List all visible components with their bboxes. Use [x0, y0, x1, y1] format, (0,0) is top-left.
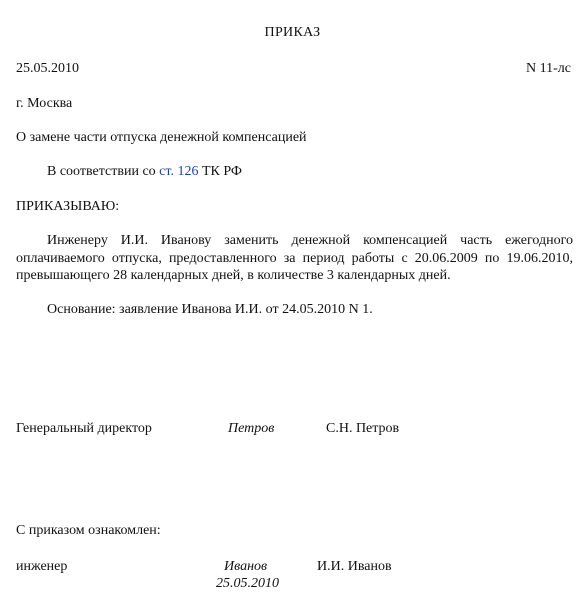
document-city: г. Москва: [16, 96, 73, 111]
order-reason: Основание: заявление Иванова И.И. от 24.05.2010 N 1.: [47, 302, 373, 317]
article-link[interactable]: ст. 126: [159, 164, 199, 179]
document-subject: О замене части отпуска денежной компенсацией: [16, 130, 307, 145]
order-heading: ПРИКАЗЫВАЮ:: [16, 199, 120, 214]
document-title: ПРИКАЗ: [264, 25, 321, 40]
acknowledgement-signature: Иванов: [224, 559, 268, 574]
document-number: N 11-лс: [526, 61, 571, 76]
legal-basis-suffix: ТК РФ: [198, 164, 242, 179]
signatory-title: Генеральный директор: [16, 421, 152, 436]
acknowledgement-name: И.И. Иванов: [317, 559, 392, 574]
order-paragraph: Инженеру И.И. Иванову заменить денежной компенсацией часть ежегодного оплачиваемого отпуска, предоставленного за период работы с 20.06.2009 по 19.06.2010, превышающего 28 календарных дней, в количестве 3 календарных дней.: [16, 233, 573, 283]
document-date: 25.05.2010: [16, 61, 79, 76]
acknowledgement-title: С приказом ознакомлен:: [16, 523, 161, 538]
signatory-signature: Петров: [228, 421, 275, 436]
acknowledgement-date: 25.05.2010: [216, 576, 279, 591]
legal-basis: [47, 163, 242, 180]
signatory-name: С.Н. Петров: [326, 421, 400, 436]
acknowledgement-role: инженер: [16, 559, 68, 574]
legal-basis-prefix: В соответствии со: [47, 164, 160, 179]
